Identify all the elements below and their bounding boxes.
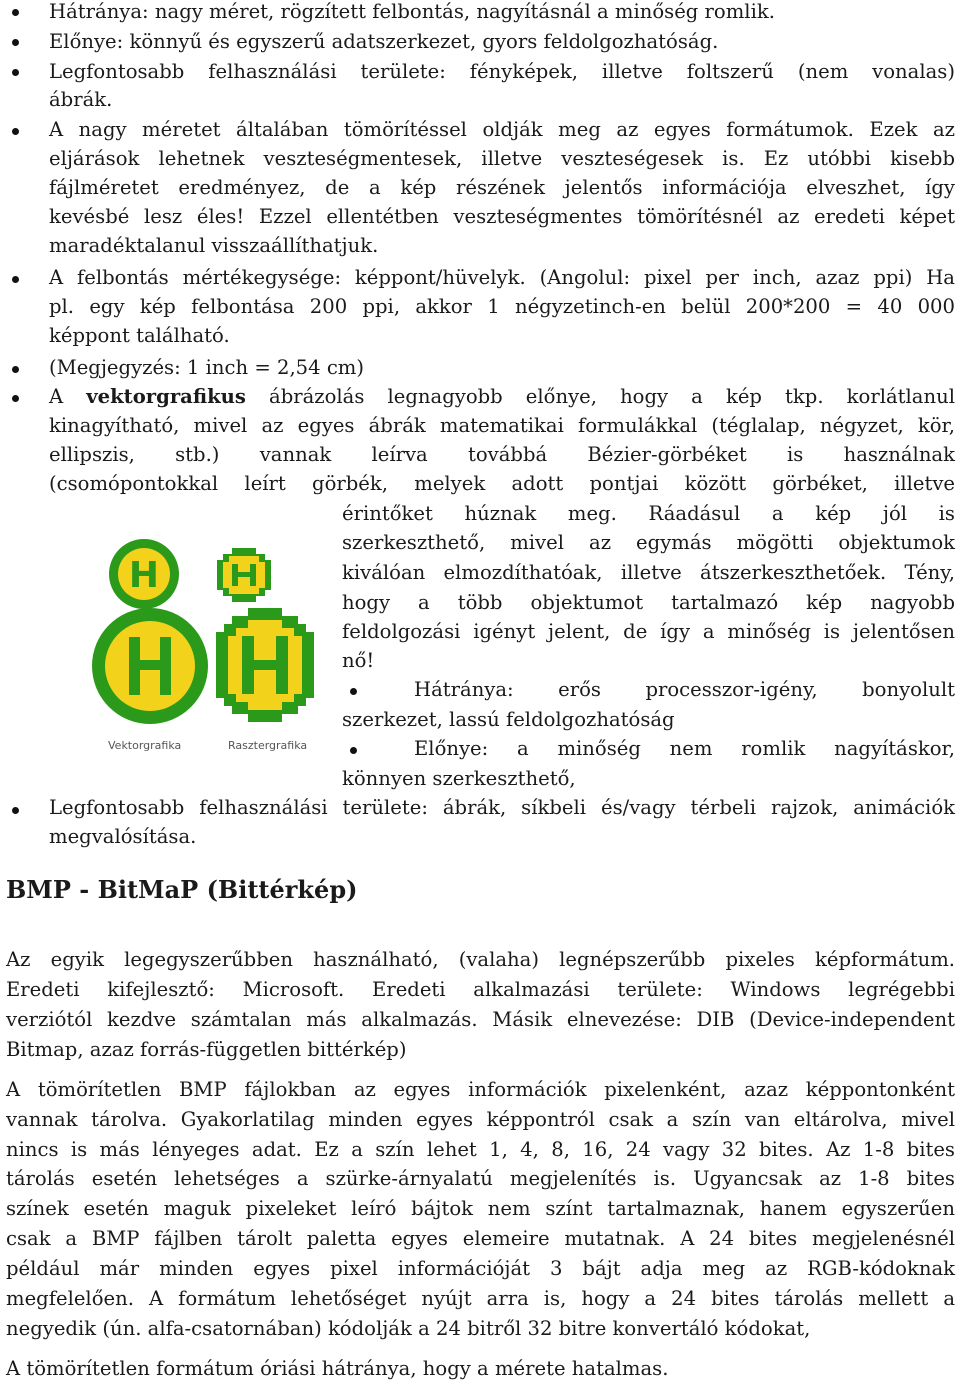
- bullet-dot: [12, 128, 19, 135]
- bullet-line: A nagy méretet általában tömörítéssel oldják meg az egyes formátumok. Ezek az: [49, 118, 955, 141]
- paragraph-line: A tömörítetlen BMP fájlokban az egyes információk pixelenként, azaz képpontonként: [6, 1078, 955, 1101]
- vector-line: érintőket húznak meg. Ráadásul a kép jól is: [342, 502, 955, 525]
- small-raster-sign: [217, 548, 271, 602]
- paragraph-line: verziótól kezdve számtalan más alkalmazás. Másik elnevezése: DIB (Device-independent: [6, 1008, 955, 1031]
- raster-label: Rasztergrafika: [228, 739, 308, 752]
- small-vector-sign: [109, 539, 179, 609]
- bullet-line: maradéktalanul visszaállíthatjuk.: [49, 234, 379, 257]
- vector-rest: ábrázolás legnagyobb előnye, hogy a kép tkp. korlátlanul: [245, 385, 955, 408]
- sub-bullet-line: könnyen szerkeszthető,: [342, 767, 576, 790]
- bullet-line: Legfontosabb felhasználási területe: fényképek, illetve foltszerű (nem vonalas): [49, 60, 955, 83]
- vector-vs-raster-figure: [80, 506, 330, 756]
- paragraph-line: Bitmap, azaz forrás-független bittérkép): [6, 1038, 407, 1061]
- sub-bullet-dot: [350, 688, 357, 695]
- vector-line: nő!: [342, 649, 375, 672]
- bullet-line: ábrák.: [49, 88, 113, 111]
- vector-line: feldolgozási igényt jelent, de így a minőség is jelentősen: [342, 620, 955, 643]
- bullet-dot: [12, 276, 19, 283]
- vector-label: Vektorgrafika: [108, 739, 182, 752]
- bullet-dot: [12, 807, 19, 814]
- paragraph-line: nincs is más lényeges adat. Ez a szín lehet 1, 4, 8, 16, 24 vagy 32 bites. Az 1-8 bites: [6, 1138, 955, 1161]
- large-vector-sign: [92, 608, 208, 724]
- bullet-line: Hátránya: nagy méret, rögzített felbontás, nagyításnál a minőség romlik.: [49, 0, 775, 23]
- sub-bullet-line: Előnye: a minőség nem romlik nagyításkor,: [414, 737, 955, 760]
- bullet-dot: [12, 9, 19, 16]
- bullet-line: Előnye: könnyű és egyszerű adatszerkezet, gyors feldolgozhatóság.: [49, 30, 719, 53]
- bullet-dot: [12, 39, 19, 46]
- vector-line: kinagyítható, mivel az egyes ábrák matematikai formulákkal (téglalap, négyzet, kör,: [49, 414, 955, 437]
- vector-bullet-first-line: [49, 382, 955, 412]
- paragraph-line: színek esetén maguk pixeleket leíró bájtok nem színt tartalmaznak, hanem egyszerűen: [6, 1197, 955, 1220]
- sub-bullet-line: szerkezet, lassú feldolgozhatóság: [342, 708, 675, 731]
- paragraph-line: Eredeti kifejlesztő: Microsoft. Eredeti alkalmazási területe: Windows legrégebbi: [6, 978, 955, 1001]
- paragraph-line: megfelelően. A formátum lehetőséget nyújt arra is, hogy a 24 bites tárolás mellett a: [6, 1287, 955, 1310]
- bullet-line: megvalósítása.: [49, 825, 197, 848]
- bullet-dot: [12, 366, 19, 373]
- svg-text:H: H: [128, 555, 160, 596]
- vector-prefix: A: [49, 385, 87, 408]
- bullet-line: pl. egy kép felbontása 200 ppi, akkor 1 négyzetinch-en belül 200*200 = 40 000: [49, 295, 955, 318]
- vector-line: hogy a több objektumot tartalmazó kép nagyobb: [342, 591, 955, 614]
- bullet-dot: [12, 395, 19, 402]
- paragraph-line: A tömörítetlen formátum óriási hátránya, hogy a mérete hatalmas.: [6, 1357, 669, 1380]
- large-raster-sign: [216, 608, 314, 722]
- paragraph-line: például már minden egyes pixel információját 3 bájt adja meg az RGB-kódoknak: [6, 1257, 955, 1280]
- bullet-line: eljárások lehetnek veszteségmentesek, illetve veszteségesek is. Ez utóbbi kisebb: [49, 147, 955, 170]
- vector-bold-term: vektorgrafikus: [86, 385, 246, 408]
- paragraph-line: vannak tárolva. Gyakorlatilag minden egyes képpontról csak a szín van eltárolva, mivel: [6, 1108, 955, 1131]
- paragraph-line: negyedik (ún. alfa-csatornában) kódolják a 24 bitről 32 bitre konvertáló kódokat,: [6, 1317, 811, 1340]
- bullet-line: képpont található.: [49, 324, 230, 347]
- paragraph-line: csak a BMP fájlben tárolt paletta egyes elemeire mutatnak. A 24 bites megjelenésnél: [6, 1227, 955, 1250]
- paragraph-line: tárolás esetén lehetséges a szürke-árnyalatú megjelenítés is. Ugyancsak az 1-8 bites: [6, 1167, 955, 1190]
- bullet-line: kevésbé lesz éles! Ezzel ellentétben veszteségmentes tömörítésnél az eredeti képet: [49, 205, 955, 228]
- section-heading: BMP - BitMaP (Bittérkép): [6, 875, 358, 904]
- paragraph-line: Az egyik legegyszerűbben használható, (valaha) legnépszerűbb pixeles képformátum.: [6, 948, 955, 971]
- bullet-line: (Megjegyzés: 1 inch = 2,54 cm): [49, 356, 365, 379]
- vector-line: szerkeszthető, mivel az egymás mögötti objektumok: [342, 531, 955, 554]
- vector-line: ellipszis, stb.) vannak leírva továbbá Bézier-görbéket is használnak: [49, 443, 955, 466]
- vector-line: kiválóan elmozdíthatóak, illetve átszerkeszthetőek. Tény,: [342, 561, 955, 584]
- sub-bullet-dot: [350, 747, 357, 754]
- bullet-line: fájlméretet eredményez, de a kép részének jelentős információja elveszhet, így: [49, 176, 955, 199]
- sub-bullet-line: Hátránya: erős processzor-igény, bonyolult: [414, 678, 955, 701]
- bullet-line: A felbontás mértékegysége: képpont/hüvelyk. (Angolul: pixel per inch, azaz ppi) Ha: [49, 266, 955, 289]
- bullet-dot: [12, 69, 19, 76]
- bullet-line: Legfontosabb felhasználási területe: ábrák, síkbeli és/vagy térbeli rajzok, animációk: [49, 796, 955, 819]
- vector-line: (csomópontokkal leírt görbék, melyek adott pontjai között görbéket, illetve: [49, 472, 955, 495]
